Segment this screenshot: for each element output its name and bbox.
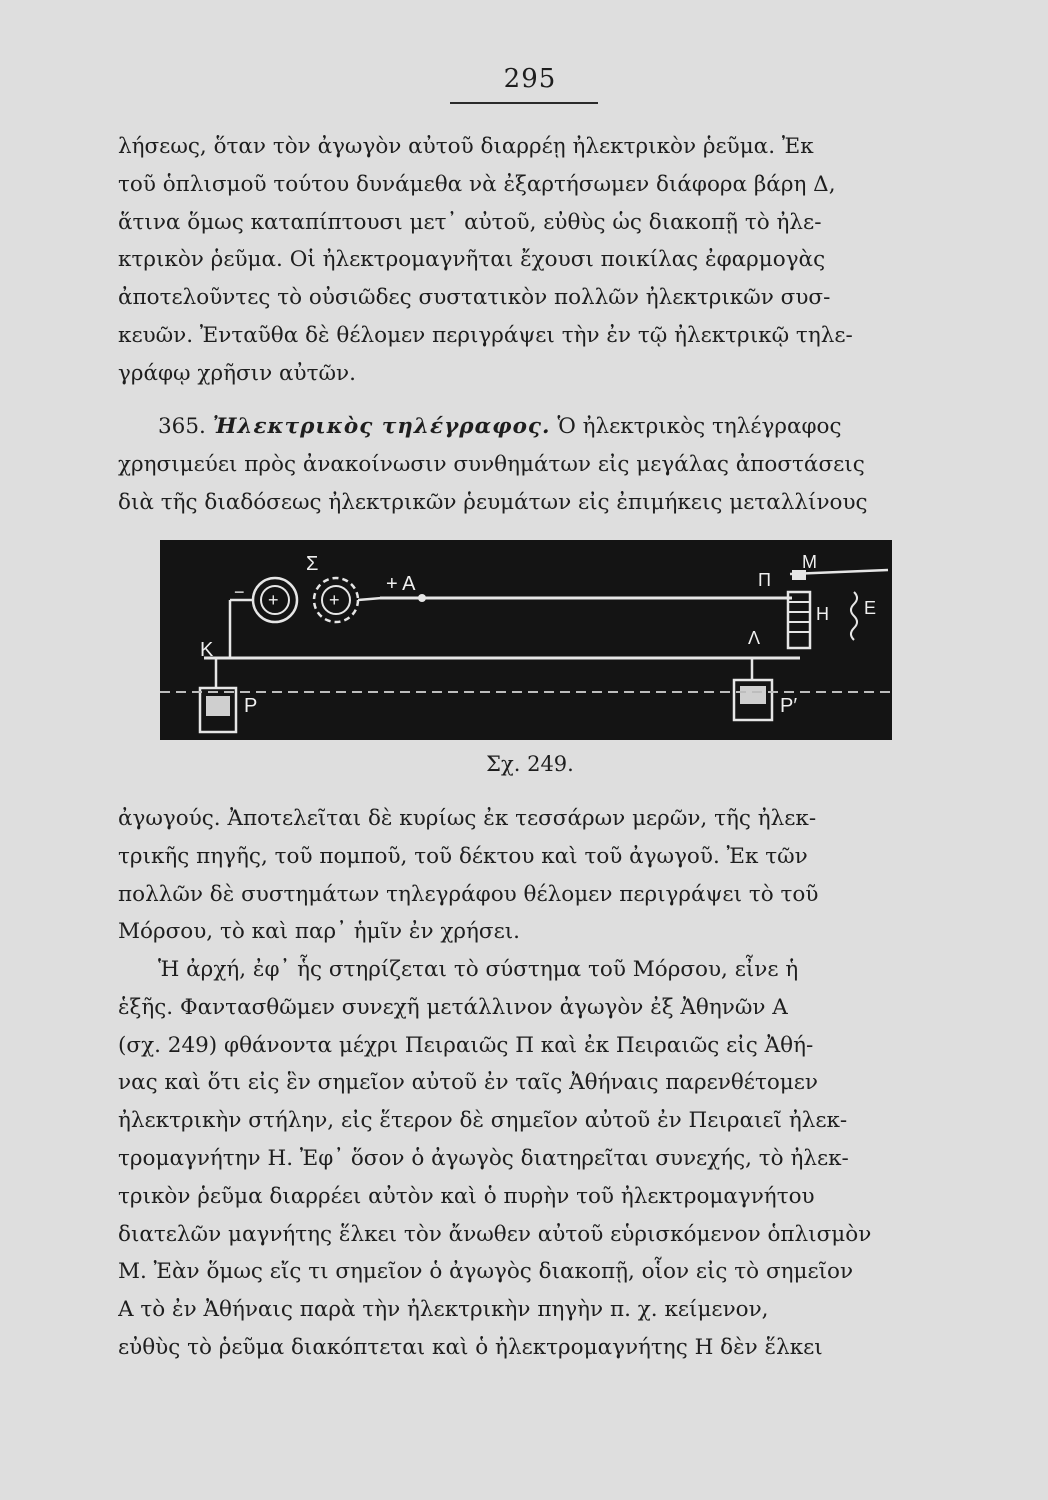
- text-line: ἀγωγούς. Ἀποτελεῖται δὲ κυρίως ἐκ τεσσάρων μερῶν, τῆς ἠλεκ-: [118, 806, 817, 831]
- label-plus-cell-1: +: [268, 590, 279, 610]
- text-line: λήσεως, ὅταν τὸν ἀγωγὸν αὐτοῦ διαρρέῃ ἠλεκτρικὸν ῥεῦμα. Ἐκ: [118, 134, 814, 159]
- label-m: M: [802, 552, 817, 572]
- label-k: K: [200, 639, 214, 661]
- text-line: ἑξῆς. Φαντασθῶμεν συνεχῆ μετάλλινον ἀγωγὸν ἐξ Ἀθηνῶν Α: [118, 994, 788, 1020]
- label-p: P: [244, 695, 258, 717]
- label-p-prime: P′: [780, 695, 798, 717]
- text-line: Ἡ ἀρχή, ἐφ᾽ ἧς στηρίζεται τὸ σύστημα τοῦ Μόρσου, εἶνε ἡ: [158, 957, 799, 982]
- text-line: τοῦ ὁπλισμοῦ τούτου δυνάμεθα νὰ ἐξαρτήσωμεν διάφορα βάρη Δ,: [118, 171, 836, 197]
- text-line: τρικῆς πηγῆς, τοῦ πομποῦ, τοῦ δέκτου καὶ τοῦ ἀγωγοῦ. Ἐκ τῶν: [118, 843, 808, 869]
- label-plus-a: + A: [386, 573, 416, 595]
- page-number: 295: [503, 64, 557, 94]
- label-minus: −: [234, 582, 245, 602]
- label-h: H: [816, 604, 829, 624]
- text-line: διὰ τῆς διαδόσεως ἠλεκτρικῶν ῥευμάτων εἰς ἐπιμήκεις μεταλλίνους: [118, 489, 868, 515]
- label-sigma: Σ: [306, 553, 319, 575]
- text-line: ἀποτελοῦντες τὸ οὐσιῶδες συστατικὸν πολλῶν ἠλεκτρικῶν συσ-: [118, 285, 831, 311]
- text-line: χρησιμεύει πρὸς ἀνακοίνωσιν συνθημάτων εἰς μεγάλας ἀποστάσεις: [118, 451, 865, 477]
- label-e: E: [864, 598, 877, 618]
- section-heading-rest: Ὁ ἠλεκτρικὸς τηλέγραφος: [557, 414, 842, 439]
- text-line: ἅτινα ὅμως καταπίπτουσι μετ᾽ αὐτοῦ, εὐθὺς ὡς διακοπῇ τὸ ἠλε-: [118, 209, 822, 235]
- text-line: εὐθὺς τὸ ῥεῦμα διακόπτεται καὶ ὁ ἠλεκτρομαγνήτης Η δὲν ἕλκει: [118, 1334, 823, 1360]
- text-line: Μ. Ἐὰν ὅμως εἴς τι σημεῖον ὁ ἀγωγὸς διακοπῇ, οἷον εἰς τὸ σημεῖον: [118, 1259, 854, 1285]
- right-ground-plate: [740, 686, 766, 704]
- text-line: πολλῶν δὲ συστημάτων τηλεγράφου θέλομεν περιγράψει τὸ τοῦ: [118, 881, 819, 907]
- text-line: γράφῳ χρῆσιν αὐτῶν.: [118, 360, 356, 386]
- label-lambda: Λ: [748, 628, 761, 648]
- text-line: τρικὸν ῥεῦμα διαρρέει αὐτὸν καὶ ὁ πυρὴν τοῦ ἠλεκτρομαγνήτου: [118, 1183, 815, 1209]
- text-line: κευῶν. Ἐνταῦθα δὲ θέλομεν περιγράψει τὴν ἐν τῷ ἠλεκτρικῷ τηλε-: [118, 322, 853, 348]
- text-line: διατελῶν μαγνήτης ἕλκει τὸν ἄνωθεν αὐτοῦ εὑρισκόμενον ὁπλισμὸν: [118, 1221, 872, 1247]
- section-365: [118, 408, 934, 521]
- paragraph-bottom: [118, 800, 934, 951]
- label-pi: Π: [758, 570, 771, 590]
- paragraph-final: [118, 951, 934, 1367]
- text-line: τρομαγνήτην Η. Ἐφ᾽ ὅσον ὁ ἀγωγὸς διατηρεῖται συνεχής, τὸ ἠλεκ-: [118, 1145, 849, 1171]
- text-line: Α τὸ ἐν Ἀθήναις παρὰ τὴν ἠλεκτρικὴν πηγὴν π. χ. κείμενον,: [118, 1297, 769, 1323]
- section-number: 365.: [158, 414, 206, 439]
- text-line: ἠλεκτρικὴν στήλην, εἰς ἕτερον δὲ σημεῖον αὐτοῦ ἐν Πειραιεῖ ἠλεκ-: [118, 1108, 848, 1134]
- label-plus-cell-2: +: [329, 590, 340, 610]
- header-rule: [450, 102, 598, 104]
- text-line: Μόρσου, τὸ καὶ παρ᾽ ἡμῖν ἐν χρήσει.: [118, 919, 520, 945]
- paragraph-top: [118, 128, 934, 393]
- left-ground-plate: [206, 696, 230, 716]
- text-line: νας καὶ ὅτι εἰς ἓν σημεῖον αὐτοῦ ἐν ταῖς Ἀθήναις παρενθέτομεν: [118, 1070, 818, 1096]
- text-line: (σχ. 249) φθάνοντα μέχρι Πειραιῶς Π καὶ ἐκ Πειραιῶς εἰς Ἀθή-: [118, 1032, 814, 1058]
- switch-point-a: [418, 594, 426, 602]
- text-line: κτρικὸν ῥεῦμα. Οἱ ἠλεκτρομαγνῆται ἔχουσι ποικίλας ἐφαρμογὰς: [118, 247, 826, 273]
- section-title: Ἠλεκτρικὸς τηλέγραφος.: [212, 414, 551, 439]
- section-heading-line: [118, 408, 934, 446]
- telegraph-diagram: [160, 540, 892, 740]
- figure-caption: Σχ. 249.: [486, 752, 574, 776]
